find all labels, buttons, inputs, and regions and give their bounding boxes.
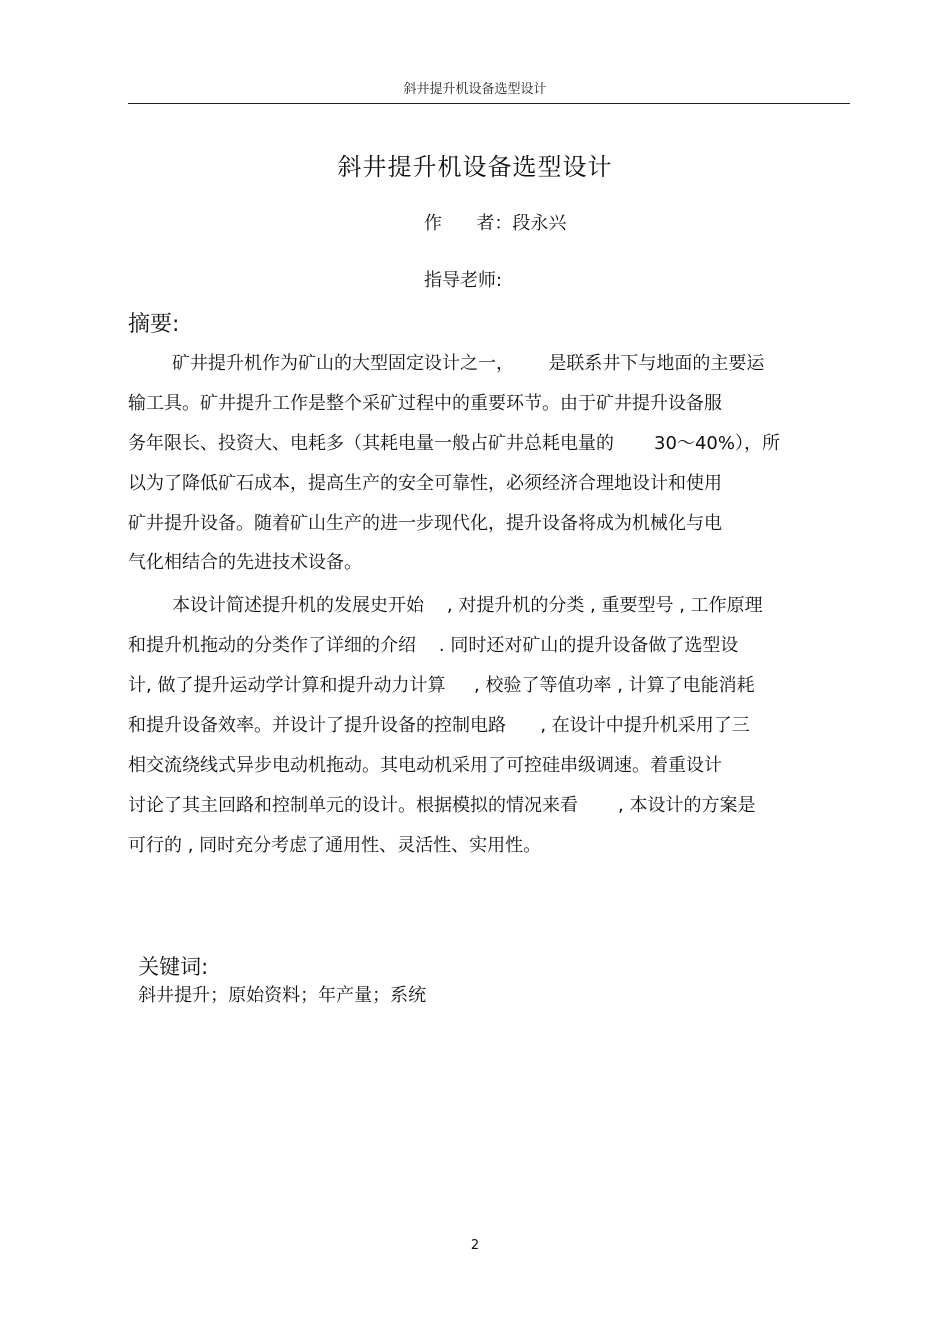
- header-rule: [128, 103, 850, 104]
- advisor-line: 指导老师:: [424, 270, 503, 291]
- document-title: 斜井提升机设备选型设计: [337, 153, 613, 181]
- abstract-line: 矿井提升设备。随着矿山生产的进一步现代化，提升设备将成为机械化与电: [128, 513, 722, 534]
- abstract-line: 本设计简述提升机的发展史开始 , 对提升机的分类 , 重要型号 , 工作原理: [172, 595, 763, 616]
- abstract-line: 可行的 , 同时充分考虑了通用性、灵活性、实用性。: [128, 835, 542, 856]
- abstract-line: 以为了降低矿石成本，提高生产的安全可靠性，必须经济合理地设计和使用: [128, 473, 722, 494]
- page-number: 2: [470, 1238, 480, 1253]
- abstract-line: 输工具。矿井提升工作是整个采矿过程中的重要环节。由于矿井提升设备服: [128, 393, 722, 414]
- abstract-line: 和提升机拖动的分类作了详细的介绍 . 同时还对矿山的提升设备做了选型设: [128, 635, 739, 656]
- keywords: [128, 932, 426, 1007]
- abstract-line: 务年限长、投资大、电耗多（其耗电量一般占矿井总耗电量的 30～40%），所: [128, 433, 780, 454]
- keywords-label: 关键词:: [138, 955, 209, 979]
- running-header: 斜井提升机设备选型设计: [403, 82, 547, 97]
- abstract-line: 和提升设备效率。并设计了提升设备的控制电路 , 在设计中提升机采用了三: [128, 715, 750, 736]
- abstract-line: 气化相结合的先进技术设备。: [128, 552, 362, 573]
- keywords-value: 斜井提升；原始资料；年产量；系统: [138, 985, 427, 1006]
- abstract-line: 矿井提升机作为矿山的大型固定设计之一， 是联系井下与地面的主要运: [172, 353, 765, 374]
- author-line: 作 者：段永兴: [424, 213, 567, 234]
- abstract-label: 摘要:: [128, 312, 180, 337]
- abstract-line: 讨论了其主回路和控制单元的设计。根据模拟的情况来看 , 本设计的方案是: [128, 795, 756, 816]
- abstract-line: 计, 做了提升运动学计算和提升动力计算 , 校验了等值功率 , 计算了电能消耗: [128, 675, 755, 696]
- abstract-line: 相交流绕线式异步电动机拖动。其电动机采用了可控硅串级调速。着重设计: [128, 755, 722, 776]
